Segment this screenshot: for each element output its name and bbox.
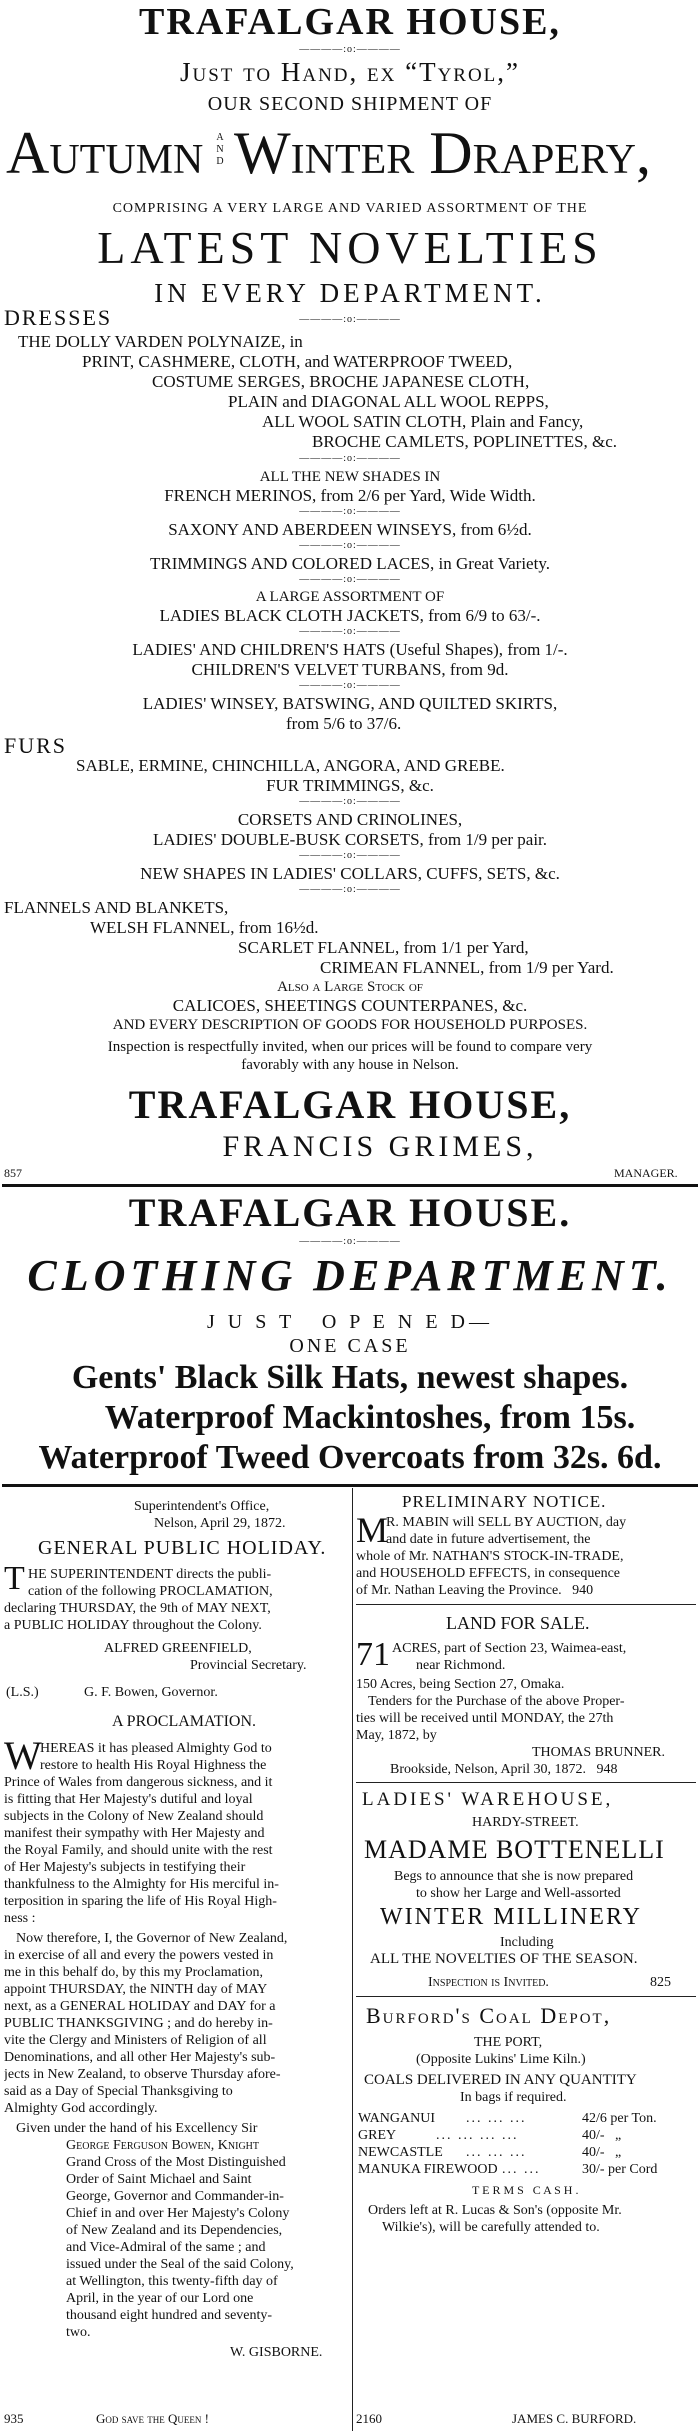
ornament-divider: ————:o:———— bbox=[299, 314, 401, 325]
advert-ref: 857 bbox=[4, 1166, 22, 1180]
inspection-line: favorably with any house in Nelson. bbox=[241, 1057, 459, 1073]
signature-name: THOMAS BRUNNER. bbox=[532, 1745, 666, 1760]
paragraph-line: issued under the Seal of the said Colony, bbox=[66, 2257, 294, 2272]
price-value: 40/- „ bbox=[582, 2128, 622, 2143]
corsets-line: CORSETS AND CRINOLINES, bbox=[237, 810, 463, 829]
mackintoshes-line: Waterproof Mackintoshes, from 15s. bbox=[104, 1399, 636, 1436]
dress-item: PRINT, CASHMERE, CLOTH, and WATERPROOF TWEED, bbox=[82, 352, 513, 371]
paragraph-line: in exercise of all and every the powers vested in bbox=[4, 1948, 274, 1963]
paragraph-line: declaring THURSDAY, the 9th of MAY NEXT, bbox=[4, 1601, 271, 1616]
paragraph-line: Chief in and over Her Majesty's Colony bbox=[66, 2206, 290, 2221]
jackets-line: LADIES BLACK CLOTH JACKETS, from 6/9 to 63/-. bbox=[159, 606, 541, 625]
ornament-divider: ————:o:———— bbox=[299, 540, 401, 551]
paragraph-line: Denominations, and all other Her Majesty's sub- bbox=[4, 2050, 276, 2065]
terms-line: T E R M S C A S H . bbox=[472, 2183, 579, 2197]
shades-line: ALL THE NEW SHADES IN bbox=[259, 469, 441, 485]
notice-rule bbox=[356, 1604, 696, 1605]
hats-line: LADIES' AND CHILDREN'S HATS (Useful Shapes), from 1/-. bbox=[132, 640, 568, 659]
paragraph-line: ness : bbox=[4, 1911, 36, 1926]
paragraph-line: the Royal Family, and should unite with the rest bbox=[4, 1843, 273, 1858]
headline-autumn: Autumn bbox=[6, 120, 204, 186]
ornament-divider: ————:o:———— bbox=[299, 680, 401, 691]
millinery-line: WINTER MILLINERY bbox=[380, 1904, 642, 1930]
price-leader: ... ... ... bbox=[466, 2145, 527, 2160]
paragraph-line: appoint THURSDAY, the NINTH day of MAY bbox=[4, 1982, 268, 1997]
ornament-divider: ————:o:———— bbox=[299, 884, 401, 895]
headline-winter-drapery: Winter Drapery, bbox=[234, 120, 651, 186]
ornament-divider: ————:o:———— bbox=[299, 44, 401, 55]
silk-hats-line: Gents' Black Silk Hats, newest shapes. bbox=[71, 1359, 629, 1396]
paragraph-line: PUBLIC THANKSGIVING ; and do hereby in- bbox=[4, 2016, 273, 2031]
second-shipment-line: OUR SECOND SHIPMENT OF bbox=[207, 93, 493, 115]
paragraph-line: 150 Acres, being Section 27, Omaka. bbox=[356, 1677, 565, 1692]
calicoes-line: CALICOES, SHEETINGS COUNTERPANES, &c. bbox=[172, 996, 528, 1015]
paragraph-line: vite the Clergy and Ministers of Religion of all bbox=[4, 2033, 267, 2048]
paragraph-line: two. bbox=[66, 2325, 91, 2340]
headline-and: AND bbox=[216, 132, 224, 167]
paragraph-line: thankfulness to the Almighty for His merciful in- bbox=[4, 1877, 279, 1892]
ornament-divider: ————:o:———— bbox=[299, 453, 401, 464]
signature-title: Provincial Secretary. bbox=[190, 1658, 307, 1673]
warehouse-heading: LADIES' WAREHOUSE, bbox=[362, 1789, 614, 1810]
advert-title: TRAFALGAR HOUSE, bbox=[139, 1, 561, 43]
port-subline: (Opposite Lukins' Lime Kiln.) bbox=[416, 2052, 586, 2067]
price-value: 30/- per Cord bbox=[582, 2162, 658, 2177]
paragraph-line: ACRES, part of Section 23, Waimea-east, bbox=[392, 1641, 627, 1656]
flannel-item: WELSH FLANNEL, from 16½d. bbox=[90, 918, 319, 937]
paragraph-line: a PUBLIC HOLIDAY throughout the Colony. bbox=[4, 1618, 262, 1633]
paragraph-line: Order of Saint Michael and Saint bbox=[66, 2172, 252, 2187]
address-line: Brookside, Nelson, April 30, 1872. 948 bbox=[390, 1762, 618, 1777]
coals-line: COALS DELIVERED IN ANY QUANTITY bbox=[364, 2072, 637, 2088]
paragraph-line: and HOUSEHOLD EFFECTS, in consequence bbox=[356, 1566, 621, 1581]
paragraph-line: R. MABIN will SELL BY AUCTION, day bbox=[386, 1515, 627, 1530]
paragraph-line: at Wellington, this twenty-fifth day of bbox=[66, 2274, 278, 2289]
column-divider bbox=[352, 1488, 353, 2431]
public-holiday-notice bbox=[4, 1488, 348, 2431]
paragraph-line: April, in the year of our Lord one bbox=[66, 2291, 254, 2306]
paragraph-line: Grand Cross of the Most Distinguished bbox=[66, 2155, 286, 2170]
footer-title: TRAFALGAR HOUSE, bbox=[128, 1082, 572, 1127]
proprietor-name: FRANCIS GRIMES, bbox=[222, 1130, 538, 1163]
signature-name: W. GISBORNE. bbox=[230, 2345, 323, 2360]
port-line: THE PORT, bbox=[474, 2035, 543, 2050]
winseys-line: SAXONY AND ABERDEEN WINSEYS, from 6½d. bbox=[168, 520, 532, 539]
land-heading: LAND FOR SALE. bbox=[446, 1613, 590, 1633]
ornament-divider: ————:o:———— bbox=[299, 574, 401, 585]
advert-ref: 825 bbox=[650, 1975, 671, 1990]
autumn-winter-headline bbox=[0, 118, 700, 190]
paragraph-line: restore to health His Royal Highness the bbox=[40, 1758, 267, 1773]
paragraph-line: Almighty God accordingly. bbox=[4, 2101, 158, 2116]
flannel-item: CRIMEAN FLANNEL, from 1/9 per Yard. bbox=[320, 958, 614, 977]
dresses-heading: DRESSES bbox=[4, 305, 113, 330]
one-case: ONE CASE bbox=[289, 1335, 411, 1357]
price-name: WANGANUI bbox=[358, 2111, 435, 2126]
notice-rule bbox=[356, 1782, 696, 1783]
paragraph-line: subjects in the Colony of New Zealand should bbox=[4, 1809, 264, 1824]
ornament-divider: ————:o:———— bbox=[299, 626, 401, 637]
inspection-line: Inspection is respectfully invited, when our prices will be found to compare very bbox=[107, 1039, 593, 1055]
fur-trimmings: FUR TRIMMINGS, &c. bbox=[266, 776, 434, 795]
holiday-heading: GENERAL PUBLIC HOLIDAY. bbox=[38, 1537, 327, 1559]
price-value: 40/- „ bbox=[582, 2145, 622, 2160]
paragraph-line: of Mr. Nathan Leaving the Province. 940 bbox=[356, 1583, 594, 1598]
dress-item: PLAIN and DIAGONAL ALL WOOL REPPS, bbox=[228, 392, 549, 411]
price-name: NEWCASTLE bbox=[358, 2145, 443, 2160]
paragraph-line: HE SUPERINTENDENT directs the publi- bbox=[28, 1567, 272, 1582]
price-name: MANUKA FIREWOOD bbox=[358, 2162, 498, 2177]
orders-line: Wilkie's), will be carefully attended to. bbox=[382, 2220, 600, 2235]
paragraph-line: of New Zealand and its Dependencies, bbox=[66, 2223, 283, 2238]
paragraph-line: HEREAS it has pleased Almighty God to bbox=[40, 1741, 272, 1756]
price-leader: ... ... bbox=[502, 2162, 541, 2177]
paragraph-line: of Her Majesty's subjects in testifying their bbox=[4, 1860, 246, 1875]
paragraph-line: near Richmond. bbox=[416, 1658, 506, 1673]
price-leader: ... ... ... ... bbox=[436, 2128, 519, 2143]
paragraph-line: terposition in sparing the life of His Royal High- bbox=[4, 1894, 277, 1909]
paragraph-line: to show her Large and Well-assorted bbox=[416, 1886, 621, 1901]
paragraph-line: jects in New Zealand, to observe Thursday afore- bbox=[4, 2067, 281, 2082]
office-line: Superintendent's Office, bbox=[134, 1499, 270, 1514]
department-title: CLOTHING DEPARTMENT. bbox=[27, 1251, 673, 1300]
coal-depot-heading: Burford's Coal Depot, bbox=[366, 2003, 612, 2028]
dropcap: T bbox=[4, 1560, 25, 1597]
household-line: AND EVERY DESCRIPTION OF GOODS FOR HOUSEHOLD PURPOSES. bbox=[112, 1017, 588, 1033]
paragraph-line: May, 1872, by bbox=[356, 1728, 437, 1743]
dropcap: M bbox=[356, 1510, 389, 1550]
stock-intro: Also a Large Stock of bbox=[277, 979, 423, 995]
right-column-notices bbox=[356, 1488, 696, 2431]
orders-line: Orders left at R. Lucas & Son's (opposite Mr. bbox=[368, 2203, 622, 2218]
section-rule bbox=[2, 1484, 698, 1487]
dress-item: COSTUME SERGES, BROCHE JAPANESE CLOTH, bbox=[152, 372, 530, 391]
jackets-intro: A LARGE ASSORTMENT OF bbox=[255, 589, 445, 605]
double-busk-line: LADIES' DOUBLE-BUSK CORSETS, from 1/9 per pair. bbox=[152, 830, 548, 849]
dress-item: THE DOLLY VARDEN POLYNAIZE, in bbox=[18, 332, 303, 351]
paragraph-line: and Vice-Admiral of the same ; and bbox=[66, 2240, 266, 2255]
date-line: Nelson, April 29, 1872. bbox=[154, 1516, 286, 1531]
notice-rule bbox=[356, 1996, 696, 1997]
price-leader: ... ... ... bbox=[466, 2111, 527, 2126]
madame-name: MADAME BOTTENELLI bbox=[364, 1835, 665, 1864]
flannels-heading: FLANNELS AND BLANKETS, bbox=[4, 898, 229, 917]
dress-item: BROCHE CAMLETS, POPLINETTES, &c. bbox=[312, 432, 618, 451]
paragraph-line: Now therefore, I, the Governor of New Zealand, bbox=[16, 1931, 288, 1946]
signature-name: ALFRED GREENFIELD, bbox=[104, 1641, 252, 1656]
dropcap: W bbox=[4, 1733, 42, 1778]
overcoats-line: Waterproof Tweed Overcoats from 32s. 6d. bbox=[38, 1439, 662, 1476]
paragraph-line: thousand eight hundred and seventy- bbox=[66, 2308, 273, 2323]
paragraph-line: is fitting that Her Majesty's dutiful and loyal bbox=[4, 1792, 253, 1807]
street-line: HARDY-STREET. bbox=[472, 1815, 579, 1830]
paragraph-line: and date in future advertisement, the bbox=[386, 1532, 591, 1547]
advert-title: TRAFALGAR HOUSE. bbox=[128, 1190, 572, 1235]
turbans-line: CHILDREN'S VELVET TURBANS, from 9d. bbox=[191, 660, 509, 679]
ornament-divider: ————:o:———— bbox=[299, 796, 401, 807]
paragraph-line: manifest their sympathy with Her Majesty and bbox=[4, 1826, 265, 1841]
shipment-line: Just to Hand, ex “Tyrol,” bbox=[179, 57, 521, 87]
governor-line: G. F. Bowen, Governor. bbox=[84, 1685, 218, 1700]
paragraph-line: Tenders for the Purchase of the above Proper- bbox=[368, 1694, 625, 1709]
including-line: Including bbox=[500, 1935, 554, 1950]
advert-ref: 2160 bbox=[356, 2411, 382, 2426]
advert-ref: 935 bbox=[4, 2411, 24, 2426]
signature-name: JAMES C. BURFORD. bbox=[512, 2411, 637, 2426]
merinos-line: FRENCH MERINOS, from 2/6 per Yard, Wide Width. bbox=[164, 486, 536, 505]
paragraph-line: Prince of Wales from dangerous sickness, and it bbox=[4, 1775, 273, 1790]
god-save-line: God save the Queen ! bbox=[96, 2411, 209, 2426]
ornament-divider: ————:o:———— bbox=[299, 1236, 401, 1247]
paragraph-line: George Ferguson Bowen, Knight bbox=[66, 2138, 259, 2153]
inspection-line: Inspection is Invited. bbox=[428, 1975, 549, 1990]
paragraph-line: me in this behalf do, by this my Proclamation, bbox=[4, 1965, 263, 1980]
paragraph-line: Given under the hand of his Excellency Sir bbox=[16, 2121, 258, 2136]
flannel-item: SCARLET FLANNEL, from 1/1 per Yard, bbox=[238, 938, 529, 957]
section-rule bbox=[2, 1184, 698, 1187]
novelties-line: ALL THE NOVELTIES OF THE SEASON. bbox=[370, 1951, 638, 1967]
collars-line: NEW SHAPES IN LADIES' COLLARS, CUFFS, SETS, &c. bbox=[140, 864, 560, 883]
proclamation-heading: A PROCLAMATION. bbox=[112, 1713, 257, 1730]
just-opened: J U S T O P E N E D— bbox=[207, 1311, 493, 1333]
paragraph-line: whole of Mr. NATHAN'S STOCK-IN-TRADE, bbox=[356, 1549, 624, 1564]
price-name: GREY bbox=[358, 2128, 397, 2143]
bags-line: In bags if required. bbox=[460, 2090, 567, 2105]
paragraph-line: George, Governor and Commander-in- bbox=[66, 2189, 284, 2204]
paragraph-line: said as a Day of Special Thanksgiving to bbox=[4, 2084, 233, 2099]
price-value: 42/6 per Ton. bbox=[582, 2111, 657, 2126]
paragraph-line: cation of the following PROCLAMATION, bbox=[28, 1584, 273, 1599]
latest-novelties: LATEST NOVELTIES bbox=[97, 222, 603, 273]
every-department: IN EVERY DEPARTMENT. bbox=[154, 278, 546, 308]
ornament-divider: ————:o:———— bbox=[299, 850, 401, 861]
paragraph-line: next, as a GENERAL HOLIDAY and DAY for a bbox=[4, 1999, 276, 2014]
seal-label: (L.S.) bbox=[6, 1685, 39, 1700]
assortment-line: COMPRISING A VERY LARGE AND VARIED ASSORTMENT OF THE bbox=[112, 201, 588, 216]
dropcap: 71 bbox=[356, 1636, 390, 1673]
furs-line: SABLE, ERMINE, CHINCHILLA, ANGORA, AND GREBE. bbox=[76, 756, 505, 775]
paragraph-line: Begs to announce that she is now prepared bbox=[394, 1869, 634, 1884]
prelim-heading: PRELIMINARY NOTICE. bbox=[402, 1492, 607, 1511]
furs-heading: FURS bbox=[4, 733, 68, 758]
manager-label: MANAGER. bbox=[614, 1166, 678, 1180]
skirts-line: LADIES' WINSEY, BATSWING, AND QUILTED SKIRTS, bbox=[142, 694, 558, 713]
dress-item: ALL WOOL SATIN CLOTH, Plain and Fancy, bbox=[262, 412, 584, 431]
skirts-price: from 5/6 to 37/6. bbox=[286, 714, 402, 733]
trimmings-line: TRIMMINGS AND COLORED LACES, in Great Variety. bbox=[150, 554, 550, 573]
paragraph-line: ties will be received until MONDAY, the 27th bbox=[356, 1711, 614, 1726]
ornament-divider: ————:o:———— bbox=[299, 506, 401, 517]
